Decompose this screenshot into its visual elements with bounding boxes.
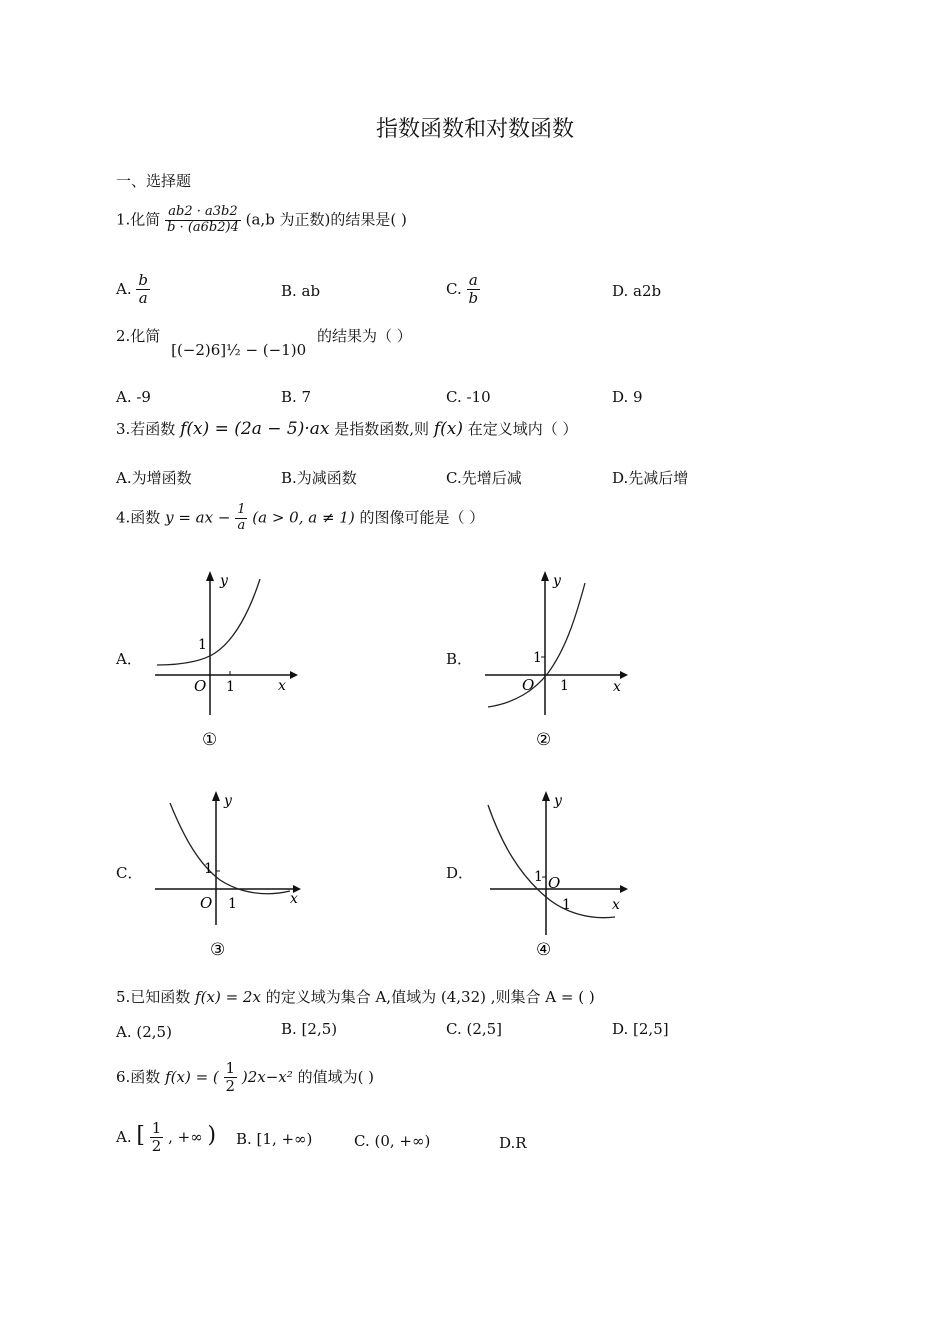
q6-suffix: 的值域为( ) [297,1067,375,1086]
question-1 [116,205,407,236]
q6-expression-b: )2x−x² [241,1067,293,1086]
q1-option-b[interactable]: B. ab [281,282,321,300]
q6-option-c[interactable]: C. (0, +∞) [354,1132,431,1150]
origin-label: O [522,676,535,694]
x-label: x [278,678,286,694]
q1-denominator: b · (a6b2)4 [167,219,239,235]
q3-expression: f(x) = (2a − 5)·ax [180,419,330,439]
q4-option-d-label[interactable]: D． [446,864,474,882]
q2-option-b[interactable]: B. 7 [281,388,312,406]
graph-mark-4: ④ [536,940,552,960]
q4-fraction: $\frac{1}{a}$ [237,502,246,533]
q1-option-d[interactable]: D. a2b [612,282,662,300]
x-axis-arrow-icon [620,671,628,679]
origin-label: O [548,874,561,892]
curve [170,803,290,894]
q2-expression: [(−2)6]½ − (−1)0 [171,341,307,359]
q3-option-b[interactable]: B.为减函数 [281,469,357,487]
x-label: x [612,897,620,913]
x-axis-arrow-icon [620,885,628,893]
question-2 [116,325,412,359]
x-axis-arrow-icon [290,671,298,679]
q6-option-a-fraction: $\frac{1}{2}$ [151,1119,162,1156]
x-label: x [613,679,621,695]
q2-option-a[interactable]: A. -9 [116,388,151,406]
q4-option-b-label[interactable]: B． [446,650,473,668]
q3-option-a[interactable]: A.为增函数 [116,469,192,487]
y-label: y [220,573,228,589]
y-label: y [553,573,561,589]
y-label: y [224,793,232,809]
y-tick-1: 1 [534,869,543,885]
y-tick-1: 1 [204,861,213,877]
curve [488,805,615,918]
q4-option-a-label[interactable]: A． [116,650,142,668]
q6-expression-a: f(x) = ( [165,1067,219,1086]
q4-suffix: 的图像可能是（ ） [359,508,485,527]
q5-prefix: 5.已知函数 [116,988,191,1006]
x-tick-1: 1 [560,678,569,694]
graph-3 [150,785,305,965]
y-label: y [554,793,562,809]
q1-option-a-fraction: $\frac{b}{a}$ [138,271,148,308]
q1-expression [165,205,241,236]
q3-option-c[interactable]: C.先增后减 [446,469,522,487]
q3-middle: 是指数函数,则 [334,420,430,438]
q5-middle: 的定义域为集合 A,值域为 [265,988,437,1006]
q1-suffix: (a,b 为正数)的结果是( ) [245,210,407,229]
x-tick-1: 1 [226,679,235,695]
graph-2 [480,565,630,750]
q5-range: (4,32) [440,988,486,1006]
y-tick-1: 1 [198,637,207,653]
graph-mark-3: ③ [210,940,226,960]
x-tick-1: 1 [562,897,571,913]
origin-label: O [200,894,213,912]
origin-label: O [194,677,207,695]
q1-option-a[interactable]: A. $\frac{b}{a}$ [116,271,148,308]
q5-expression: f(x) = 2x [195,988,261,1006]
q1-prefix: 1.化简 [116,210,161,229]
q2-prefix: 2.化简 [116,327,161,345]
q1-numerator: ab2 · a3b2 [165,205,241,221]
q5-option-a[interactable]: A. (2,5) [116,1023,172,1041]
question-5 [116,986,595,1007]
section-heading: 一、选择题 [116,172,192,190]
q2-option-c[interactable]: C. -10 [446,388,491,406]
q3-suffix: 在定义域内（ ） [467,420,578,438]
q4-prefix: 4.函数 [116,508,161,527]
graph-4 [480,785,630,965]
curve [157,579,260,665]
q6-fraction: $\frac{1}{2}$ [225,1059,236,1096]
question-6 [116,1060,374,1096]
q5-option-b[interactable]: B. [2,5) [281,1020,338,1038]
graph-mark-1: ① [202,730,218,750]
q3-expression-2: f(x) [433,419,463,439]
q6-option-a-right-bracket: ) [207,1122,217,1148]
q6-prefix: 6.函数 [116,1067,161,1086]
q1-option-c[interactable]: C. $\frac{a}{b}$ [446,271,479,308]
question-4 [116,503,484,534]
q3-prefix: 3.若函数 [116,420,176,438]
y-axis-arrow-icon [542,791,550,801]
q5-option-d[interactable]: D. [2,5] [612,1020,669,1038]
y-tick-1: 1 [533,650,542,666]
y-axis-arrow-icon [541,571,549,581]
graph-mark-2: ② [536,730,552,750]
q3-option-d[interactable]: D.先减后增 [612,469,689,487]
x-label: x [290,891,298,907]
x-tick-1: 1 [228,896,237,912]
q4-expression-b: (a > 0, a ≠ 1) [252,508,355,527]
q4-expression-a: y = ax − [165,508,231,527]
q1-option-c-fraction: $\frac{a}{b}$ [468,271,479,308]
q5-suffix: ,则集合 A = ( ) [490,988,595,1006]
y-axis-arrow-icon [206,571,214,581]
q5-option-c[interactable]: C. (2,5] [446,1020,503,1038]
curve [488,583,585,707]
q6-option-d[interactable]: D.R [499,1134,527,1152]
page-title: 指数函数和对数函数 [375,117,574,142]
q4-option-c-label[interactable]: C． [116,864,143,882]
graph-1 [150,565,300,750]
q6-option-a[interactable]: A. [ $\frac{1}{2}$ , +∞ ) [116,1119,217,1156]
q6-option-b[interactable]: B. [1, +∞) [236,1130,313,1148]
q2-option-d[interactable]: D. 9 [612,388,643,406]
y-axis-arrow-icon [212,791,220,801]
q6-option-a-left-bracket: [ [136,1122,145,1148]
q2-suffix: 的结果为（ ） [316,327,412,345]
question-3 [116,418,578,439]
